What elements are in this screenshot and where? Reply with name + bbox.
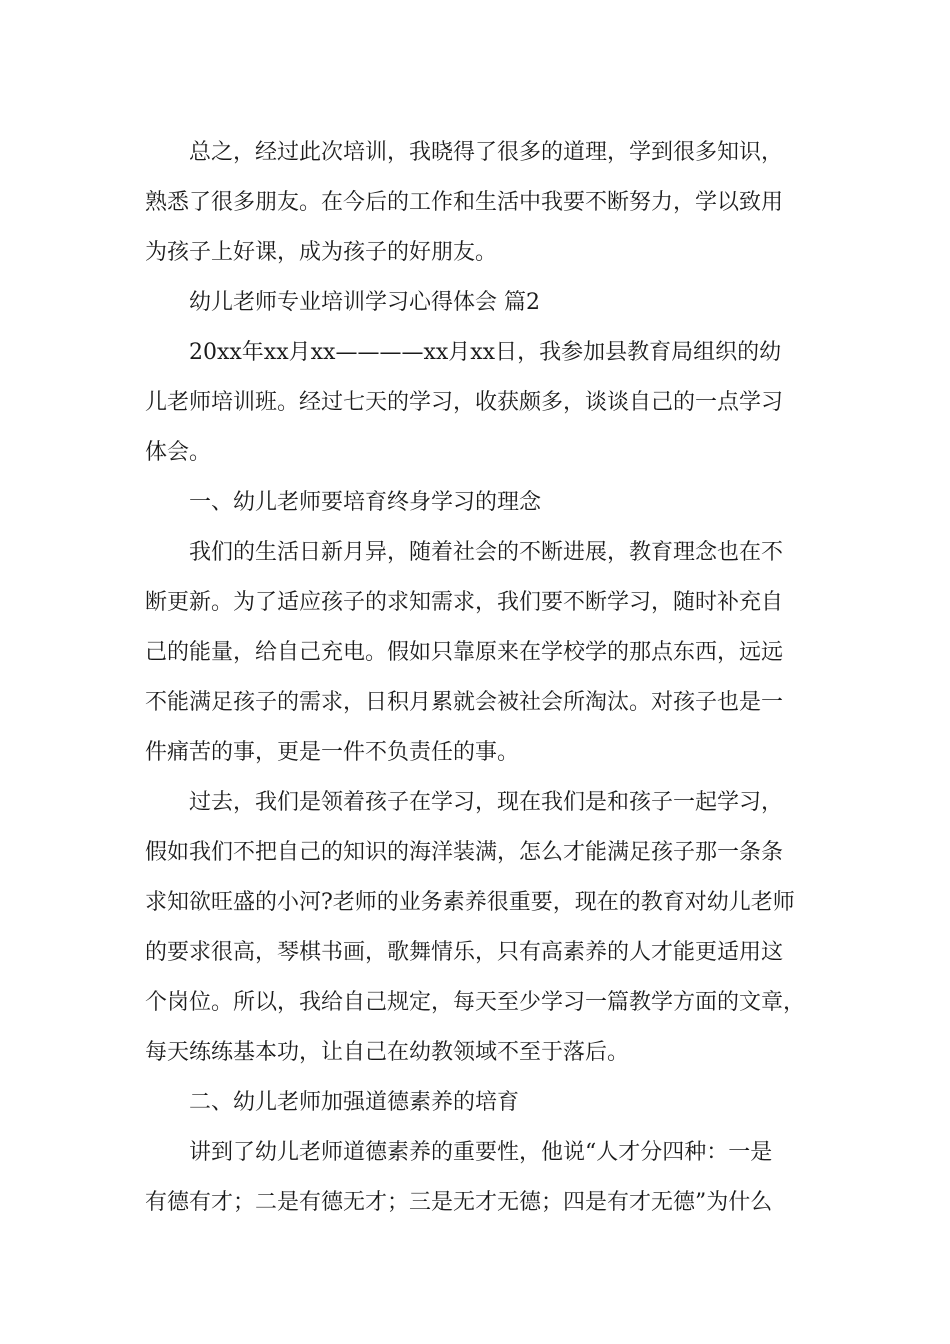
- text-line: 为孩子上好课，成为孩子的好朋友。: [145, 240, 498, 265]
- document-body: [145, 128, 825, 1228]
- paragraph-learning-together: [145, 778, 825, 1078]
- section-title-part2: 幼儿老师专业培训学习心得体会 篇2: [189, 290, 540, 315]
- text-line: 讲到了幼儿老师道德素养的重要性，他说“人才分四种：一是: [189, 1140, 773, 1165]
- text-line: 己的能量，给自己充电。假如只靠原来在学校学的那点东西，远远: [145, 640, 784, 665]
- section-heading-one: 一、幼儿老师要培育终身学习的理念: [189, 490, 542, 515]
- section-heading-two: 二、幼儿老师加强道德素养的培育: [189, 1090, 520, 1115]
- text-line: 每天练练基本功，让自己在幼教领域不至于落后。: [145, 1040, 630, 1065]
- text-line: 求知欲旺盛的小河?老师的业务素养很重要，现在的教育对幼儿老师: [145, 890, 795, 915]
- text-line: 有德有才；二是有德无才；三是无才无德；四是有才无德”为什么: [145, 1190, 773, 1215]
- text-line: 20xx年xx月xx————xx月xx日，我参加县教育局组织的幼: [189, 340, 782, 365]
- text-line: 不能满足孩子的需求，日积月累就会被社会所淘汰。对孩子也是一: [145, 690, 784, 715]
- text-line: 总之，经过此次培训，我晓得了很多的道理，学到很多知识，: [189, 140, 784, 165]
- text-line: 儿老师培训班。经过七天的学习，收获颇多，谈谈自己的一点学习: [145, 390, 784, 415]
- text-line: 的要求很高，琴棋书画，歌舞情乐，只有高素养的人才能更适用这: [145, 940, 784, 965]
- text-line: 我们的生活日新月异，随着社会的不断进展，教育理念也在不: [189, 540, 784, 565]
- paragraph-lifelong-learning: [145, 528, 825, 778]
- text-line: 熟悉了很多朋友。在今后的工作和生活中我要不断努力，学以致用: [145, 190, 784, 215]
- text-line: 件痛苦的事，更是一件不负责任的事。: [145, 740, 520, 765]
- paragraph-intro: [145, 328, 825, 478]
- paragraph-conclusion: [145, 128, 825, 278]
- text-line: 个岗位。所以，我给自己规定，每天至少学习一篇教学方面的文章，: [145, 990, 806, 1015]
- text-line: 断更新。为了适应孩子的求知需求，我们要不断学习，随时补充自: [145, 590, 784, 615]
- text-line: 假如我们不把自己的知识的海洋装满，怎么才能满足孩子那一条条: [145, 840, 784, 865]
- text-line: 体会。: [145, 440, 212, 465]
- paragraph-moral-quality: [145, 1128, 825, 1228]
- text-line: 过去，我们是领着孩子在学习，现在我们是和孩子一起学习，: [189, 790, 784, 815]
